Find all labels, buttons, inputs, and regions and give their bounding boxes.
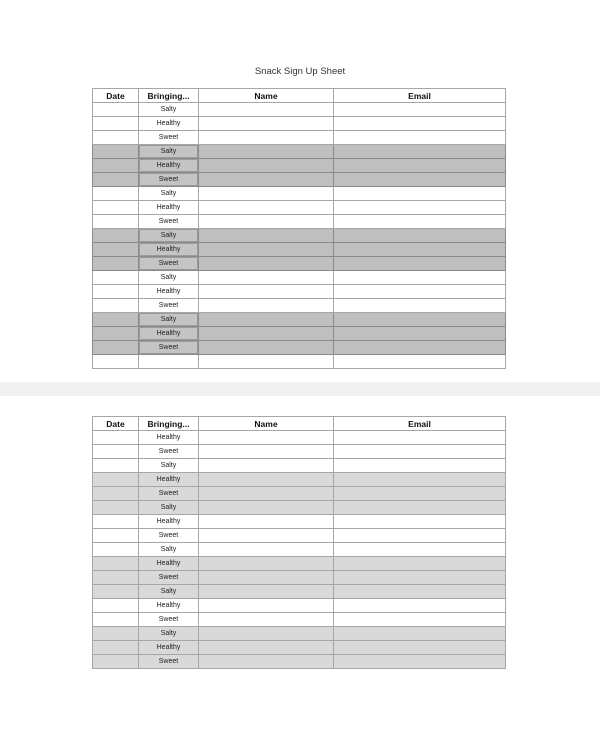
date-cell[interactable] — [93, 145, 139, 159]
email-cell[interactable] — [334, 431, 506, 445]
email-cell[interactable] — [334, 599, 506, 613]
bringing-cell: Salty — [139, 585, 199, 599]
table-row — [93, 599, 506, 613]
header-bringing: Bringing... — [139, 417, 199, 431]
email-cell[interactable] — [334, 299, 506, 313]
date-cell[interactable] — [93, 173, 139, 187]
email-cell[interactable] — [334, 131, 506, 145]
name-cell[interactable] — [199, 117, 334, 131]
signup-table-2 — [92, 416, 506, 669]
name-cell[interactable] — [199, 355, 334, 369]
name-cell[interactable] — [199, 271, 334, 285]
table-row — [93, 543, 506, 557]
bringing-cell: Salty — [139, 313, 199, 327]
email-cell[interactable] — [334, 313, 506, 327]
table-row — [93, 445, 506, 459]
date-cell[interactable] — [93, 571, 139, 585]
email-cell[interactable] — [334, 627, 506, 641]
table-row — [93, 313, 506, 327]
table-row — [93, 515, 506, 529]
email-cell[interactable] — [334, 515, 506, 529]
date-cell[interactable] — [93, 229, 139, 243]
name-cell[interactable] — [199, 515, 334, 529]
bringing-cell: Sweet — [139, 341, 199, 355]
email-cell[interactable] — [334, 501, 506, 515]
email-cell[interactable] — [334, 445, 506, 459]
table-row — [93, 327, 506, 341]
name-cell[interactable] — [199, 543, 334, 557]
name-cell[interactable] — [199, 229, 334, 243]
date-cell[interactable] — [93, 355, 139, 369]
table-row — [93, 243, 506, 257]
bringing-cell: Salty — [139, 145, 199, 159]
bringing-cell: Salty — [139, 271, 199, 285]
bringing-cell: Salty — [139, 103, 199, 117]
name-cell[interactable] — [199, 501, 334, 515]
bringing-cell: Healthy — [139, 327, 199, 341]
name-cell[interactable] — [199, 341, 334, 355]
header-name: Name — [199, 417, 334, 431]
date-cell[interactable] — [93, 285, 139, 299]
table-row — [93, 341, 506, 355]
name-cell[interactable] — [199, 473, 334, 487]
bringing-cell: Sweet — [139, 571, 199, 585]
table-row — [93, 159, 506, 173]
email-cell[interactable] — [334, 243, 506, 257]
bringing-cell: Healthy — [139, 599, 199, 613]
table-row — [93, 355, 506, 369]
email-cell[interactable] — [334, 613, 506, 627]
date-cell[interactable] — [93, 487, 139, 501]
date-cell[interactable] — [93, 131, 139, 145]
sheet-title: Snack Sign Up Sheet — [254, 66, 346, 77]
date-cell[interactable] — [93, 599, 139, 613]
name-cell[interactable] — [199, 327, 334, 341]
name-cell[interactable] — [199, 627, 334, 641]
table-row — [93, 641, 506, 655]
bringing-cell: Salty — [139, 543, 199, 557]
email-cell[interactable] — [334, 327, 506, 341]
table-row — [93, 131, 506, 145]
bringing-cell: Healthy — [139, 243, 199, 257]
name-cell[interactable] — [199, 445, 334, 459]
table-row — [93, 201, 506, 215]
date-cell[interactable] — [93, 515, 139, 529]
bringing-cell — [139, 355, 199, 369]
bringing-cell: Healthy — [139, 473, 199, 487]
name-cell[interactable] — [199, 201, 334, 215]
name-cell[interactable] — [199, 131, 334, 145]
date-cell[interactable] — [93, 627, 139, 641]
email-cell[interactable] — [334, 117, 506, 131]
email-cell[interactable] — [334, 459, 506, 473]
table-row — [93, 473, 506, 487]
table-row — [93, 655, 506, 669]
date-cell[interactable] — [93, 585, 139, 599]
bringing-cell: Sweet — [139, 131, 199, 145]
bringing-cell: Salty — [139, 187, 199, 201]
email-cell[interactable] — [334, 257, 506, 271]
email-cell[interactable] — [334, 641, 506, 655]
name-cell[interactable] — [199, 145, 334, 159]
date-cell[interactable] — [93, 529, 139, 543]
email-cell[interactable] — [334, 271, 506, 285]
email-cell[interactable] — [334, 487, 506, 501]
date-cell[interactable] — [93, 655, 139, 669]
table-row — [93, 627, 506, 641]
table-row — [93, 557, 506, 571]
date-cell[interactable] — [93, 299, 139, 313]
date-cell[interactable] — [93, 445, 139, 459]
bringing-cell: Healthy — [139, 431, 199, 445]
bringing-cell: Sweet — [139, 613, 199, 627]
email-cell[interactable] — [334, 529, 506, 543]
name-cell[interactable] — [199, 299, 334, 313]
table-row — [93, 271, 506, 285]
date-cell[interactable] — [93, 215, 139, 229]
table-row — [93, 431, 506, 445]
bringing-cell: Sweet — [139, 299, 199, 313]
email-cell[interactable] — [334, 341, 506, 355]
email-cell[interactable] — [334, 473, 506, 487]
email-cell[interactable] — [334, 285, 506, 299]
email-cell[interactable] — [334, 543, 506, 557]
bringing-cell: Sweet — [139, 445, 199, 459]
header-name: Name — [199, 89, 334, 103]
date-cell[interactable] — [93, 187, 139, 201]
date-cell[interactable] — [93, 341, 139, 355]
name-cell[interactable] — [199, 641, 334, 655]
bringing-cell: Salty — [139, 229, 199, 243]
bringing-cell: Salty — [139, 627, 199, 641]
table-row — [93, 187, 506, 201]
header-email: Email — [334, 89, 506, 103]
bringing-cell: Sweet — [139, 257, 199, 271]
date-cell[interactable] — [93, 201, 139, 215]
bringing-cell: Salty — [139, 501, 199, 515]
date-cell[interactable] — [93, 159, 139, 173]
bringing-cell: Healthy — [139, 285, 199, 299]
date-cell[interactable] — [93, 103, 139, 117]
bringing-cell: Sweet — [139, 215, 199, 229]
table-row — [93, 613, 506, 627]
date-cell[interactable] — [93, 557, 139, 571]
date-cell[interactable] — [93, 501, 139, 515]
bringing-cell: Healthy — [139, 117, 199, 131]
name-cell[interactable] — [199, 459, 334, 473]
bringing-cell: Sweet — [139, 529, 199, 543]
bringing-cell: Healthy — [139, 557, 199, 571]
email-cell[interactable] — [334, 585, 506, 599]
name-cell[interactable] — [199, 431, 334, 445]
table-row — [93, 215, 506, 229]
bringing-cell: Healthy — [139, 159, 199, 173]
name-cell[interactable] — [199, 243, 334, 257]
name-cell[interactable] — [199, 215, 334, 229]
date-cell[interactable] — [93, 431, 139, 445]
date-cell[interactable] — [93, 473, 139, 487]
date-cell[interactable] — [93, 543, 139, 557]
page-2 — [0, 396, 600, 730]
table-row — [93, 117, 506, 131]
name-cell[interactable] — [199, 599, 334, 613]
date-cell[interactable] — [93, 257, 139, 271]
table-row — [93, 571, 506, 585]
header-date: Date — [93, 89, 139, 103]
bringing-cell: Healthy — [139, 201, 199, 215]
date-cell[interactable] — [93, 459, 139, 473]
date-cell[interactable] — [93, 271, 139, 285]
header-bringing: Bringing... — [139, 89, 199, 103]
table-row — [93, 285, 506, 299]
bringing-cell: Sweet — [139, 487, 199, 501]
table-row — [93, 257, 506, 271]
table-row — [93, 229, 506, 243]
name-cell[interactable] — [199, 257, 334, 271]
date-cell[interactable] — [93, 243, 139, 257]
table-row — [93, 173, 506, 187]
name-cell[interactable] — [199, 557, 334, 571]
name-cell[interactable] — [199, 103, 334, 117]
name-cell[interactable] — [199, 313, 334, 327]
email-cell[interactable] — [334, 355, 506, 369]
name-cell[interactable] — [199, 655, 334, 669]
header-email: Email — [334, 417, 506, 431]
date-cell[interactable] — [93, 641, 139, 655]
bringing-cell: Salty — [139, 459, 199, 473]
name-cell[interactable] — [199, 173, 334, 187]
bringing-cell: Sweet — [139, 173, 199, 187]
email-cell[interactable] — [334, 571, 506, 585]
date-cell[interactable] — [93, 313, 139, 327]
table-row — [93, 501, 506, 515]
name-cell[interactable] — [199, 613, 334, 627]
email-cell[interactable] — [334, 215, 506, 229]
table-row — [93, 103, 506, 117]
name-cell[interactable] — [199, 585, 334, 599]
email-cell[interactable] — [334, 159, 506, 173]
email-cell[interactable] — [334, 103, 506, 117]
name-cell[interactable] — [199, 571, 334, 585]
table-row — [93, 145, 506, 159]
date-cell[interactable] — [93, 613, 139, 627]
name-cell[interactable] — [199, 487, 334, 501]
email-cell[interactable] — [334, 201, 506, 215]
name-cell[interactable] — [199, 187, 334, 201]
table-row — [93, 299, 506, 313]
email-cell[interactable] — [334, 655, 506, 669]
email-cell[interactable] — [334, 187, 506, 201]
email-cell[interactable] — [334, 229, 506, 243]
email-cell[interactable] — [334, 173, 506, 187]
bringing-cell: Healthy — [139, 641, 199, 655]
table-row — [93, 459, 506, 473]
signup-table-1 — [92, 88, 506, 369]
header-row — [93, 89, 506, 103]
name-cell[interactable] — [199, 285, 334, 299]
name-cell[interactable] — [199, 529, 334, 543]
bringing-cell: Healthy — [139, 515, 199, 529]
table-row — [93, 585, 506, 599]
name-cell[interactable] — [199, 159, 334, 173]
header-date: Date — [93, 417, 139, 431]
bringing-cell: Sweet — [139, 655, 199, 669]
email-cell[interactable] — [334, 557, 506, 571]
date-cell[interactable] — [93, 117, 139, 131]
email-cell[interactable] — [334, 145, 506, 159]
date-cell[interactable] — [93, 327, 139, 341]
table-row — [93, 529, 506, 543]
header-row — [93, 417, 506, 431]
table-row — [93, 487, 506, 501]
